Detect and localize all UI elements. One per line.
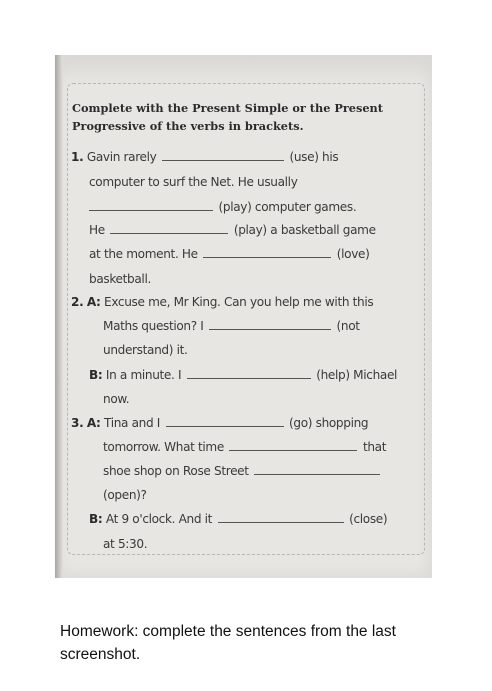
q3-blank-2 xyxy=(229,440,357,451)
q3-line-6: at 5:30. xyxy=(103,537,148,551)
q1-text-4a: He xyxy=(89,223,105,237)
q2-line-5: now. xyxy=(103,392,130,406)
q3-line-4: (open)? xyxy=(103,488,147,502)
instructions-line-2: Progressive of the verbs in brackets. xyxy=(72,119,304,133)
q3-number: 3. xyxy=(71,416,84,430)
q2-blank-2 xyxy=(187,368,311,379)
q1-blank-3 xyxy=(110,223,228,234)
q2-text-10b: (help) Michael xyxy=(316,368,398,382)
q1-number: 1. xyxy=(71,150,84,164)
q1-text-4b: (play) a basketball game xyxy=(233,223,376,237)
q1-text-1b: (use) his xyxy=(289,150,339,164)
q3-line-2 xyxy=(103,440,386,454)
q2-text-7: Excuse me, Mr King. Can you help me with this xyxy=(104,295,374,309)
q1-text-5b: (love) xyxy=(336,247,370,261)
homework-note: Homework: complete the sentences from the last screenshot. xyxy=(60,623,396,663)
q3-text-16b: (close) xyxy=(349,512,388,526)
q1-text-1a: Gavin rarely xyxy=(86,150,157,164)
instructions-line-1: Complete with the Present Simple or the Present xyxy=(72,101,383,115)
q3-line-1 xyxy=(71,416,368,430)
q2-text-8a: Maths question? I xyxy=(103,319,204,333)
q2-speaker-b: B: xyxy=(89,368,103,382)
photo-top-shadow xyxy=(55,55,432,85)
q2-text-8b: (not xyxy=(336,319,360,333)
q2-line-1 xyxy=(71,295,373,309)
q3-text-13b: that xyxy=(362,440,387,454)
q3-line-5 xyxy=(89,512,387,526)
q3-blank-4 xyxy=(218,512,344,523)
q3-line-3 xyxy=(103,464,382,478)
q1-blank-4 xyxy=(203,247,331,258)
q1-line-2: computer to surf the Net. He usually xyxy=(89,175,298,189)
q1-line-1 xyxy=(71,150,338,164)
q1-line-3 xyxy=(89,200,356,214)
q2-line-4 xyxy=(89,368,397,382)
q2-text-10a: In a minute. I xyxy=(105,368,182,382)
q3-text-16a: At 9 o'clock. And it xyxy=(105,512,213,526)
q2-blank-1 xyxy=(209,319,331,330)
q2-number: 2. xyxy=(71,295,84,309)
q3-speaker-a: A: xyxy=(86,416,101,430)
q1-blank-2 xyxy=(89,200,213,211)
q2-speaker-a: A: xyxy=(86,295,101,309)
q3-text-13a: tomorrow. What time xyxy=(103,440,224,454)
q3-text-12a: Tina and I xyxy=(104,416,161,430)
q3-speaker-b: B: xyxy=(89,512,103,526)
exercise-instructions xyxy=(72,99,383,135)
q1-text-3: (play) computer games. xyxy=(218,200,357,214)
q3-blank-3 xyxy=(254,464,380,475)
q1-line-4 xyxy=(89,223,376,237)
q1-line-6: basketball. xyxy=(89,272,151,286)
q3-blank-1 xyxy=(166,416,284,427)
q1-line-5 xyxy=(89,247,369,261)
q2-line-3: understand) it. xyxy=(103,343,188,357)
q3-text-14: shoe shop on Rose Street xyxy=(103,464,249,478)
q1-text-5a: at the moment. He xyxy=(89,247,198,261)
photo-left-shadow xyxy=(55,55,63,578)
q2-line-2 xyxy=(103,319,360,333)
q3-text-12b: (go) shopping xyxy=(289,416,369,430)
q1-blank-1 xyxy=(162,150,284,161)
